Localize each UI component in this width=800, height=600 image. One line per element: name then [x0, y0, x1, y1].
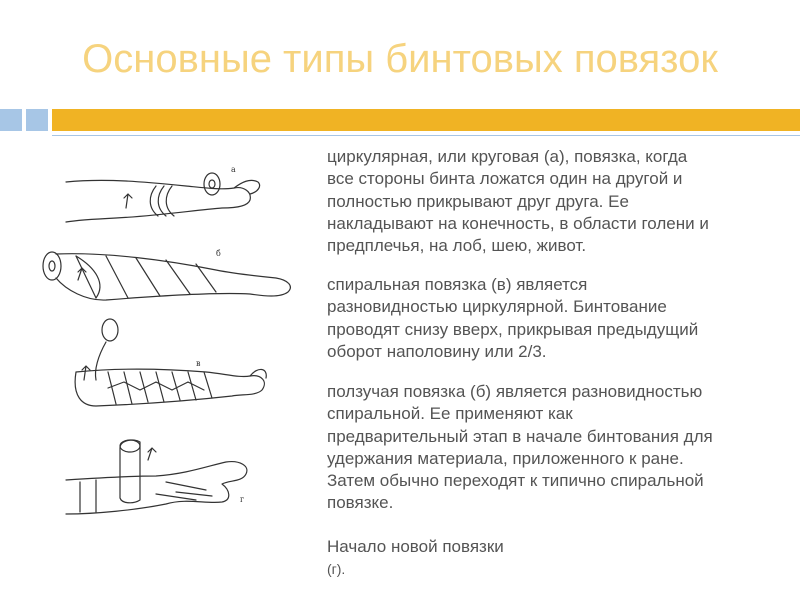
paragraph-circular-bandage: циркулярная, или круговая (а), повязка, когда все стороны бинта ложатся один на другой и полностью прикрывают друг друга. Ее накладывают на конечность, в области голени и предплечья, на лоб, шею, живот.	[327, 147, 709, 256]
paragraph-new-bandage	[327, 536, 717, 581]
arm-illustration-d	[66, 440, 247, 514]
paragraph-spiral-bandage: спиральная повязка (в) является разновидностью циркулярной. Бинтование проводят снизу вверх, прикрывая предыдущий оборот наполовину или 2/3.	[327, 275, 699, 361]
arm-illustration-b	[43, 249, 290, 300]
arm-illustration-a	[66, 165, 260, 222]
decorative-divider-line	[52, 135, 800, 136]
paragraph-new-bandage-line2: (г).	[327, 561, 346, 578]
bandage-illustration	[36, 160, 306, 540]
decorative-square	[26, 109, 48, 131]
illustration-label-d: г	[240, 495, 245, 504]
paragraph-creeping-bandage: ползучая повязка (б) является разновидностью спиральной. Ее применяют как предварительный этап в начале бинтования для удержания материала, приложенного к ране. Затем обычно переходят к типично спиральной повязке.	[327, 382, 713, 513]
illustration-label-b: б	[216, 249, 221, 258]
paragraph-new-bandage-line1: Начало новой повязки	[327, 537, 504, 556]
arm-illustration-c	[75, 319, 266, 406]
decorative-square	[0, 109, 22, 131]
illustration-label-a: а	[231, 165, 236, 174]
decorative-squares	[0, 109, 48, 131]
decorative-accent-bar	[52, 109, 800, 131]
illustration-label-c: в	[196, 359, 201, 368]
slide-title: Основные типы бинтовых повязок	[82, 37, 718, 81]
